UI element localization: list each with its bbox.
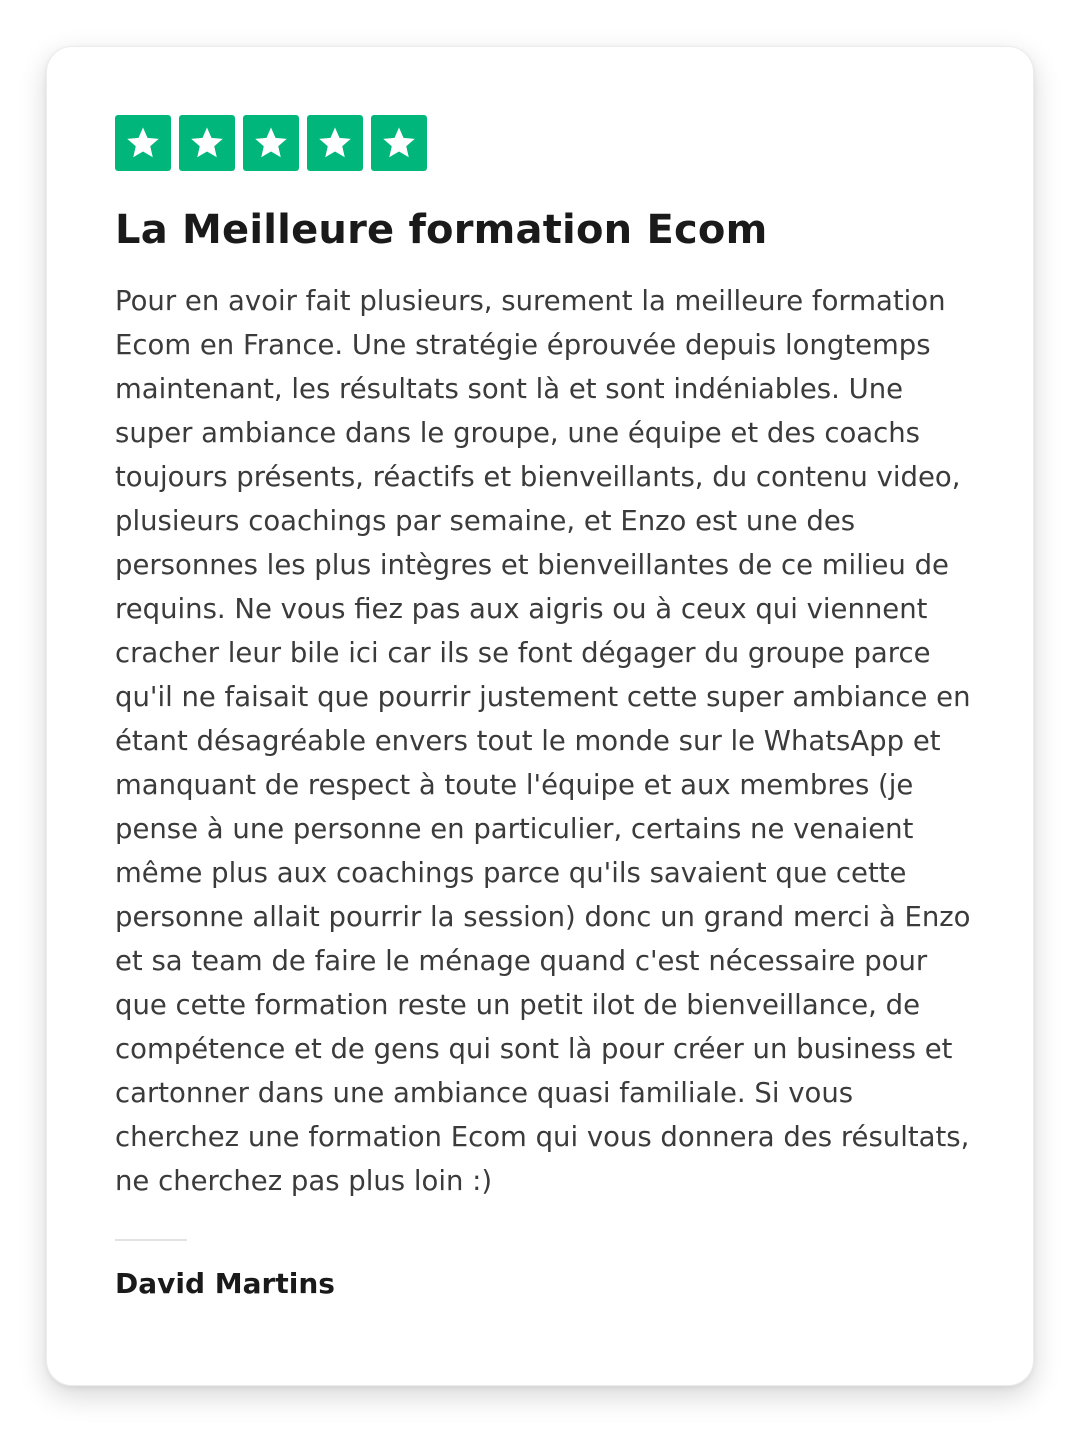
star-box-1 xyxy=(115,115,171,171)
star-icon xyxy=(124,124,162,162)
star-box-3 xyxy=(243,115,299,171)
review-title: La Meilleure formation Ecom xyxy=(115,207,768,253)
review-author: David Martins xyxy=(115,1267,335,1300)
divider xyxy=(115,1239,187,1241)
star-icon xyxy=(316,124,354,162)
star-icon xyxy=(252,124,290,162)
star-box-4 xyxy=(307,115,363,171)
star-icon xyxy=(188,124,226,162)
star-box-5 xyxy=(371,115,427,171)
review-body: Pour en avoir fait plusieurs, surement la meilleure formation Ecom en France. Une stratégie éprouvée depuis longtemps maintenant, les résultats sont là et sont indéniables. Une super ambiance dans le groupe, une équipe et des coachs toujours présents, réactifs et bienveillants, du contenu video, plusieurs coachings par semaine, et Enzo est une des personnes les plus intègres et bienveillantes de ce milieu de requins. Ne vous fiez pas aux aigris ou à ceux qui viennent cracher leur bile ici car ils se font dégager du groupe parce qu'il ne faisait que pourrir justement cette super ambiance en étant désagréable envers tout le monde sur le WhatsApp et manquant de respect à toute l'équipe et aux membres (je pense à une personne en particulier, certains ne venaient même plus aux coachings parce qu'ils savaient que cette personne allait pourrir la session) donc un grand merci à Enzo et sa team de faire le ménage quand c'est nécessaire pour que cette formation reste un petit ilot de bienveillance, de compétence et de gens qui sont là pour créer un business et cartonner dans une ambiance quasi familiale. Si vous cherchez une formation Ecom qui vous donnera des résultats, ne cherchez pas plus loin :) xyxy=(115,285,971,1197)
star-icon xyxy=(380,124,418,162)
star-rating xyxy=(115,115,965,171)
review-card xyxy=(46,46,1034,1386)
star-box-2 xyxy=(179,115,235,171)
